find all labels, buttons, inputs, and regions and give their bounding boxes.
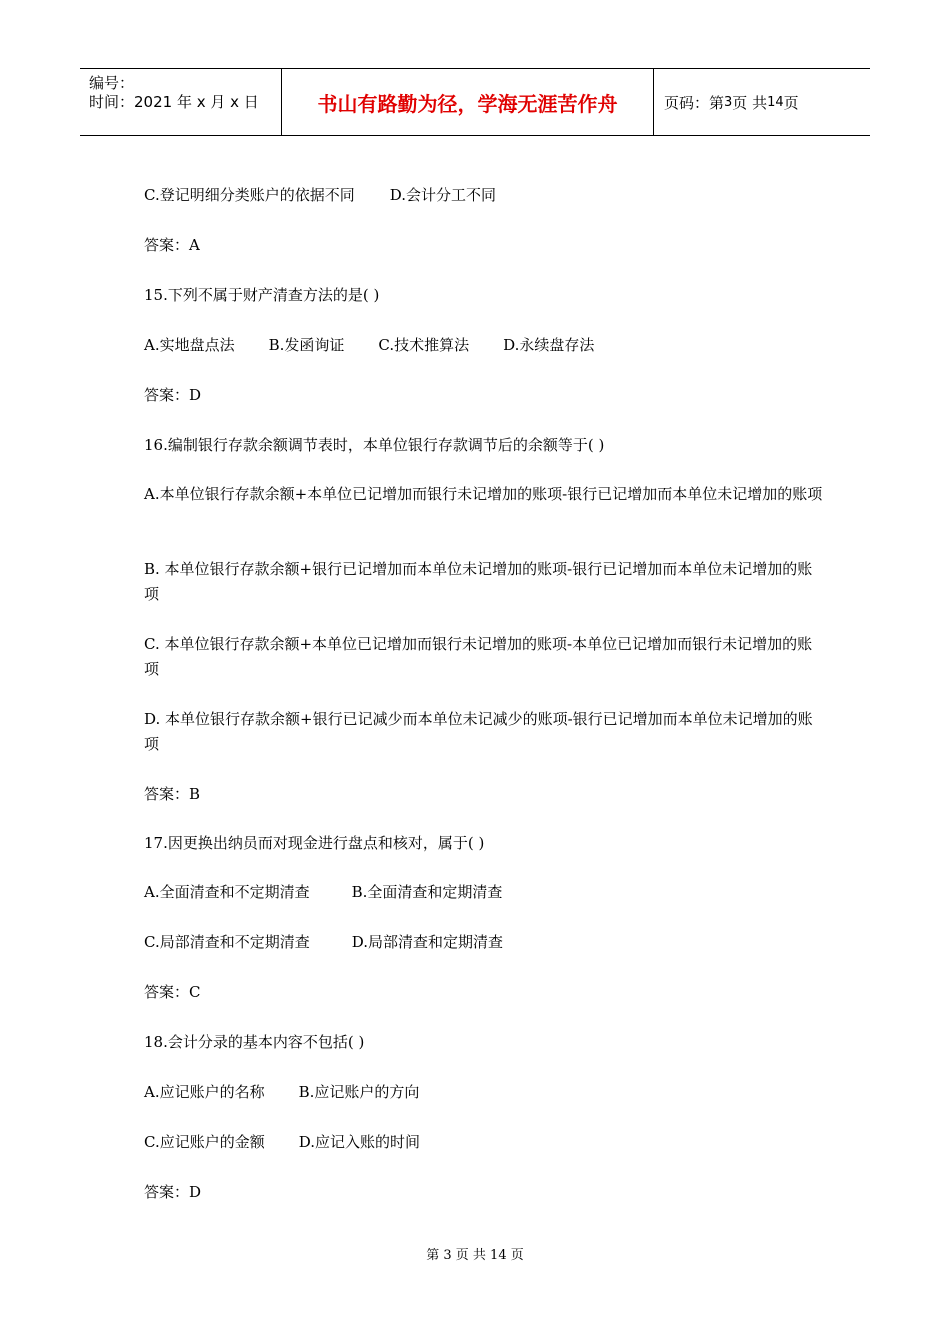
page-suffix: 页	[783, 93, 799, 112]
q14-options-line	[144, 183, 496, 208]
q18-options-line-1	[144, 1080, 419, 1105]
q17-option-c: C.局部清查和不定期清查	[144, 933, 310, 951]
q15-option-d: D.永续盘存法	[503, 336, 595, 354]
q18-options-line-2	[144, 1130, 420, 1155]
q14-option-c: C.登记明细分类账户的依据不同	[144, 186, 355, 204]
q18-option-c: C.应记账户的金额	[144, 1133, 265, 1151]
q16-option-a: A.本单位银行存款余额+本单位已记增加而银行未记增加的账项-银行已记增加而本单位未记增加的账项	[144, 485, 823, 503]
q15-option-c: C.技术推算法	[378, 336, 470, 354]
q18-answer: 答案：D	[144, 1183, 202, 1201]
q17-option-d: D.局部清查和定期清查	[351, 933, 503, 951]
q15-answer: 答案：D	[144, 386, 202, 404]
q16-answer: 答案：B	[144, 785, 201, 803]
q15-option-a: A.实地盘点法	[144, 336, 235, 354]
header-page-indicator	[664, 69, 799, 135]
q16-stem: 16.编制银行存款余额调节表时，本单位银行存款调节后的余额等于( )	[144, 436, 605, 454]
page-middle: 页 共	[732, 93, 768, 112]
q17-options-line-1	[144, 880, 502, 905]
q17-option-a: A.全面清查和不定期清查	[144, 883, 310, 901]
document-date-label: 时间：2021 年 x 月 x 日	[89, 93, 259, 111]
q15-option-b: B.发函询证	[268, 336, 345, 354]
q16-option-b: B. 本单位银行存款余额+银行已记增加而本单位未记增加的账项-银行已记增加而本单位未记增加的账项	[144, 560, 813, 603]
q18-stem: 18.会计分录的基本内容不包括( )	[144, 1033, 365, 1051]
page-current: 3	[724, 94, 733, 110]
header-meta	[80, 69, 282, 135]
page-total: 14	[767, 94, 784, 110]
q18-option-d: D.应记入账的时间	[298, 1133, 420, 1151]
header-motto: 书山有路勤为径，学海无涯苦作舟	[282, 69, 654, 135]
q18-option-a: A.应记账户的名称	[144, 1083, 265, 1101]
document-number-label: 编号：	[89, 74, 135, 92]
q17-options-line-2	[144, 930, 503, 955]
q17-stem: 17.因更换出纳员而对现金进行盘点和核对，属于( )	[144, 834, 485, 852]
q15-options-line	[144, 333, 594, 358]
q16-option-d: D. 本单位银行存款余额+银行已记减少而本单位未记减少的账项-银行已记增加而本单位未记增加的账项	[144, 710, 813, 753]
q14-option-d: D.会计分工不同	[389, 186, 496, 204]
page-prefix: 页码：第	[664, 93, 725, 112]
page-footer: 第 3 页 共 14 页	[426, 1248, 524, 1263]
q17-option-b: B.全面清查和定期清查	[351, 883, 503, 901]
q18-option-b: B.应记账户的方向	[298, 1083, 420, 1101]
q14-answer: 答案：A	[144, 236, 200, 254]
q16-option-c: C. 本单位银行存款余额+本单位已记增加而银行未记增加的账项-本单位已记增加而银行未记增加的账项	[144, 635, 813, 678]
page-header	[80, 68, 870, 136]
q17-answer: 答案：C	[144, 983, 201, 1001]
q15-stem: 15.下列不属于财产清查方法的是( )	[144, 286, 380, 304]
